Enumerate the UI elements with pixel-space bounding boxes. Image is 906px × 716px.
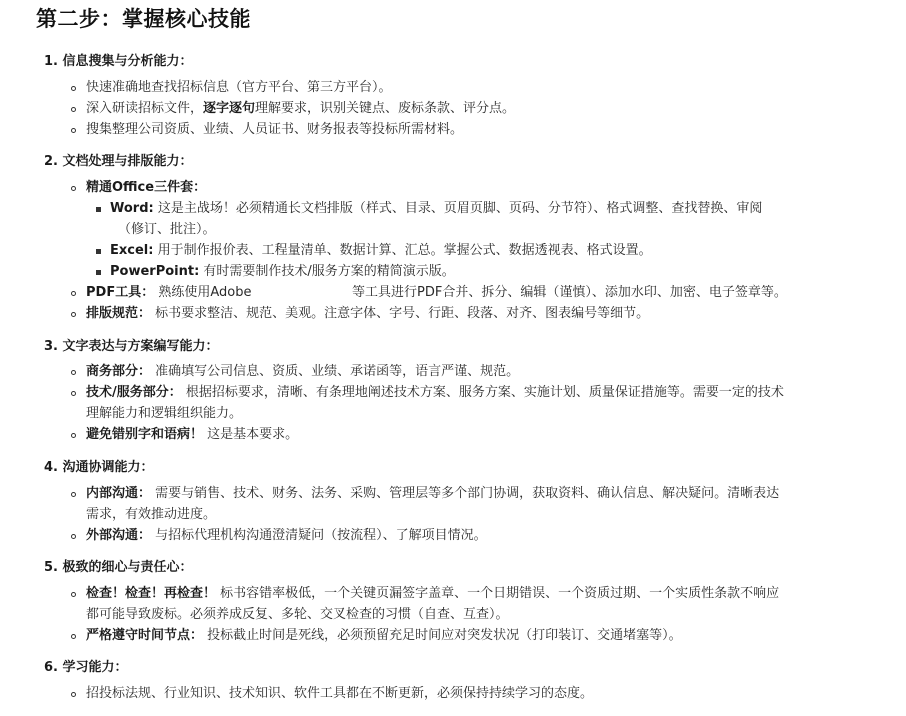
bullet-icon bbox=[71, 534, 76, 539]
section-5-title: 5. 极致的细心与责任心： bbox=[44, 560, 193, 575]
list-item-continuation: 都可能导致废标。必须养成反复、多轮、交叉检查的习惯（自查、互查）。 bbox=[86, 607, 509, 622]
list-item-continuation: 需求，有效推动进度。 bbox=[86, 507, 217, 522]
list-item: 排版规范： 标书要求整洁、规范、美观。注意字体、字号、行距、段落、对齐、图表编号等细节。 bbox=[86, 306, 650, 321]
list-item: PowerPoint: 有时需要制作技术/服务方案的精简演示版。 bbox=[110, 264, 455, 279]
list-item: 搜集整理公司资质、业绩、人员证书、财务报表等投标所需材料。 bbox=[86, 122, 464, 137]
list-item: 严格遵守时间节点： 投标截止时间是死线，必须预留充足时间应对突发状况（打印装订、交通堵塞等）。 bbox=[86, 628, 682, 643]
list-item: 精通Office三件套： bbox=[86, 180, 207, 195]
list-item: Word: 这是主战场！必须精通长文档排版（样式、目录、页眉页脚、页码、分节符）、格式调整、查找替换、审阅 bbox=[110, 201, 763, 216]
list-item: PDF工具： 熟练使用Adobe bbox=[86, 285, 252, 300]
bullet-icon bbox=[71, 86, 76, 91]
list-item: 技术/服务部分： 根据招标要求，清晰、有条理地阐述技术方案、服务方案、实施计划、质量保证措施等。需要一定的技术 bbox=[86, 385, 784, 400]
bullet-icon bbox=[71, 492, 76, 497]
list-item: 外部沟通： 与招标代理机构沟通澄清疑问（按流程）、了解项目情况。 bbox=[86, 528, 487, 543]
list-item: 快速准确地查找招标信息（官方平台、第三方平台）。 bbox=[86, 80, 392, 95]
list-item: 检查！检查！再检查！ 标书容错率极低，一个关键页漏签字盖章、一个日期错误、一个资质过期、一个实质性条款不响应 bbox=[86, 586, 780, 601]
bullet-icon bbox=[71, 370, 76, 375]
list-item: 内部沟通： 需要与销售、技术、财务、法务、采购、管理层等多个部门协调，获取资料、确认信息、解决疑问。清晰表达 bbox=[86, 486, 780, 501]
section-4-title: 4. 沟通协调能力： bbox=[44, 460, 154, 475]
page-title: 第二步：掌握核心技能 bbox=[36, 7, 251, 31]
list-item: 避免错别字和语病！ 这是基本要求。 bbox=[86, 427, 299, 442]
list-item: 招投标法规、行业知识、技术知识、软件工具都在不断更新，必须保持持续学习的态度。 bbox=[86, 686, 594, 701]
bullet-icon bbox=[71, 634, 76, 639]
list-item-continuation: （修订、批注）。 bbox=[118, 222, 216, 237]
bullet-icon bbox=[71, 433, 76, 438]
bullet-icon bbox=[71, 592, 76, 597]
section-3-title: 3. 文字表达与方案编写能力： bbox=[44, 339, 219, 354]
list-item: 商务部分： 准确填写公司信息、资质、业绩、承诺函等，语言严谨、规范。 bbox=[86, 364, 520, 379]
square-bullet-icon bbox=[96, 207, 101, 212]
bullet-icon bbox=[71, 291, 76, 296]
square-bullet-icon bbox=[96, 270, 101, 275]
square-bullet-icon bbox=[96, 249, 101, 254]
section-2-title: 2. 文档处理与排版能力： bbox=[44, 154, 193, 169]
bullet-icon bbox=[71, 692, 76, 697]
section-1-title: 1. 信息搜集与分析能力： bbox=[44, 54, 193, 69]
bullet-icon bbox=[71, 107, 76, 112]
section-6-title: 6. 学习能力： bbox=[44, 660, 128, 675]
bullet-icon bbox=[71, 391, 76, 396]
list-item: Excel: 用于制作报价表、工程量清单、数据计算、汇总。掌握公式、数据透视表、格式设置。 bbox=[110, 243, 652, 258]
bullet-icon bbox=[71, 128, 76, 133]
bullet-icon bbox=[71, 186, 76, 191]
list-item: 深入研读招标文件，逐字逐句理解要求，识别关键点、废标条款、评分点。 bbox=[86, 101, 516, 116]
list-item-text: 等工具进行PDF合并、拆分、编辑（谨慎）、添加水印、加密、电子签章等。 bbox=[352, 285, 787, 300]
bullet-icon bbox=[71, 312, 76, 317]
list-item-continuation: 理解能力和逻辑组织能力。 bbox=[86, 406, 243, 421]
